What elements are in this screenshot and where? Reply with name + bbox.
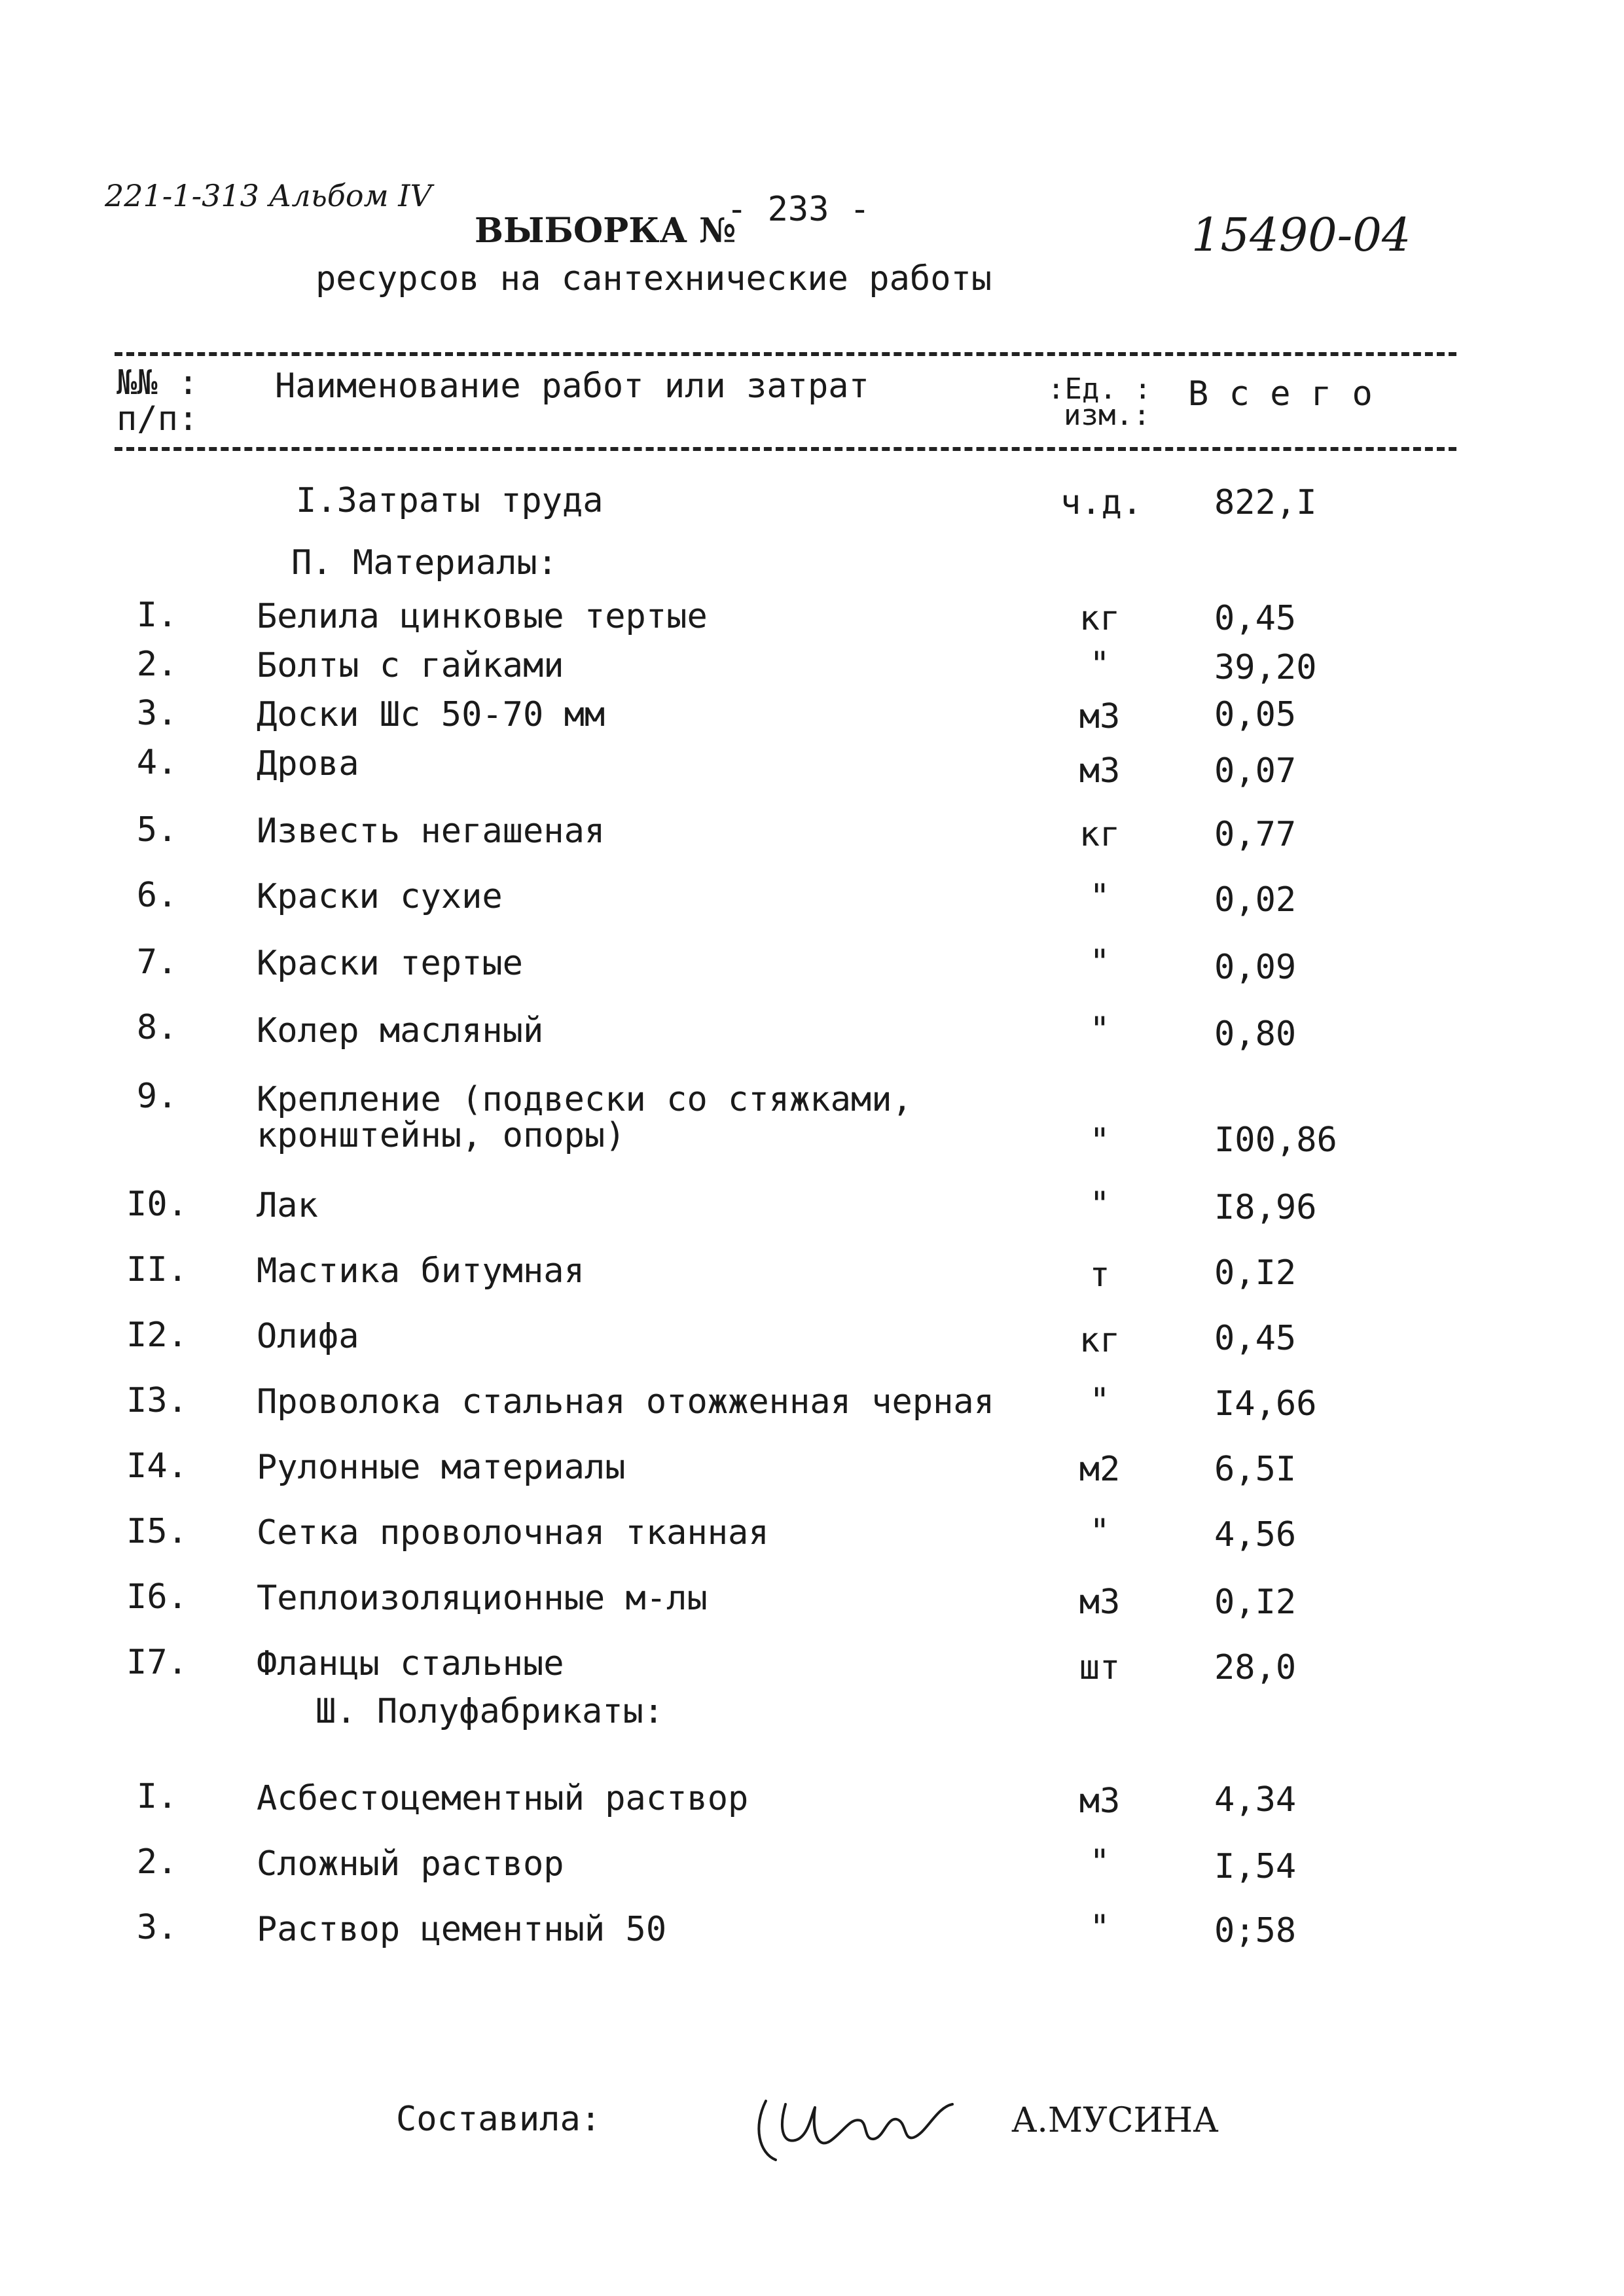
row-name: Лак [257,1186,318,1225]
row-unit: кг [1079,1321,1121,1360]
row-unit: " [1089,1512,1110,1551]
row-unit: " [1089,1381,1110,1420]
row-name: Известь негашеная [257,812,605,851]
row-number: I4. [126,1446,188,1486]
row-name: Проволока стальная отожженная черная [257,1382,995,1422]
row-number: 9. [136,1077,178,1116]
labor-unit: ч.д. [1060,483,1143,522]
row-number: 2. [136,645,178,684]
document-subtitle: ресурсов на сантехнические работы [316,259,992,298]
row-name: Рулонные материалы [257,1448,626,1487]
row-total: 4,34 [1214,1780,1297,1820]
row-total: 0,I2 [1214,1253,1297,1293]
row-name-continued: кронштейны, опоры) [257,1116,626,1155]
row-number: I0. [126,1185,188,1224]
row-unit: м3 [1079,697,1121,736]
col-total-header: В с е г о [1188,374,1373,414]
composed-by-label: Составила: [396,2100,602,2139]
row-total: 4,56 [1214,1515,1297,1554]
page-number: - 233 - [727,190,871,229]
row-unit: " [1089,1185,1110,1224]
col-unit-line1: :Ед. : [1047,372,1151,406]
handwritten-code: 15490-04 [1191,208,1411,262]
row-name: Болты с гайками [257,646,564,685]
row-total: I8,96 [1214,1188,1317,1227]
col-unit-line2: изм.: [1064,399,1151,432]
row-unit: " [1089,645,1110,684]
col-num-line2: п/п: [117,399,199,439]
row-number: I5. [126,1512,188,1551]
row-name: Сложный раствор [257,1844,564,1884]
row-total: I,54 [1214,1847,1297,1886]
row-number: 3. [136,694,178,733]
row-name: Краски сухие [257,877,503,916]
row-number: I6. [126,1577,188,1617]
row-name: Крепление (подвески со стяжками, [257,1080,912,1119]
row-name: Асбестоцементный раствор [257,1779,749,1818]
row-total: 0,77 [1214,815,1297,854]
row-unit: " [1089,1842,1110,1882]
handwritten-reference: 221-1-313 Альбом IV [105,178,432,213]
row-total: 0,09 [1214,948,1297,987]
row-total: 0,45 [1214,599,1297,638]
row-number: I3. [126,1381,188,1420]
header-bottom-rule [115,447,1456,451]
row-total: I00,86 [1214,1121,1337,1160]
document-title: ВЫБОРКА № [475,211,736,251]
row-name: Белила цинковые тертые [257,597,708,636]
row-total: 0;58 [1214,1911,1297,1950]
row-number: I7. [126,1643,188,1682]
row-name: Раствор цементный 50 [257,1910,667,1949]
row-number: 2. [136,1842,178,1882]
row-unit: " [1089,1010,1110,1049]
row-unit: м2 [1079,1450,1121,1489]
row-unit: " [1089,877,1110,916]
row-total: 39,20 [1214,648,1317,687]
row-unit: м3 [1079,751,1121,791]
row-name: Дрова [257,744,359,783]
section-materials-label: П. Материалы: [291,543,558,583]
row-unit: шт [1079,1648,1121,1687]
row-total: 28,0 [1214,1648,1297,1687]
row-total: I4,66 [1214,1384,1317,1424]
row-number: 7. [136,942,178,982]
row-unit: " [1089,1121,1110,1160]
section-semi-label: Ш. Полуфабрикаты: [316,1692,664,1731]
row-total: 0,02 [1214,880,1297,920]
header-top-rule [115,352,1456,356]
row-name: Фланцы стальные [257,1644,564,1683]
row-number: I. [136,1777,178,1816]
row-name: Краски тертые [257,944,523,983]
row-number: 3. [136,1908,178,1947]
row-total: 0,05 [1214,695,1297,734]
row-unit: " [1089,1908,1110,1947]
row-number: 5. [136,810,178,850]
row-unit: кг [1079,599,1121,638]
composer-name: А.МУСИНА [1011,2101,1219,2140]
row-name: Теплоизоляционные м-лы [257,1579,708,1618]
row-unit: м3 [1079,1782,1121,1821]
row-number: I2. [126,1316,188,1355]
row-unit: " [1089,942,1110,982]
row-total: 6,5I [1214,1450,1297,1489]
row-number: II. [126,1250,188,1289]
row-unit: м3 [1079,1583,1121,1622]
row-number: I. [136,596,178,635]
labor-total: 822,I [1214,483,1317,522]
signature-mark [746,2088,969,2173]
row-total: 0,I2 [1214,1583,1297,1622]
row-number: 4. [136,743,178,782]
section-labor-label: I.Затраты труда [296,481,604,520]
row-number: 8. [136,1008,178,1047]
row-name: Олифа [257,1317,359,1356]
row-name: Доски Шс 50-70 мм [257,695,605,734]
row-name: Мастика битумная [257,1251,585,1291]
row-name: Сетка проволочная тканная [257,1513,769,1552]
col-num-line1: №№ : [117,363,199,403]
row-unit: т [1089,1255,1110,1295]
row-name: Колер масляный [257,1011,544,1050]
row-total: 0,07 [1214,751,1297,791]
row-unit: кг [1079,815,1121,854]
row-total: 0,45 [1214,1319,1297,1358]
row-total: 0,80 [1214,1014,1297,1054]
col-name-header: Наименование работ или затрат [275,367,869,406]
row-number: 6. [136,876,178,915]
